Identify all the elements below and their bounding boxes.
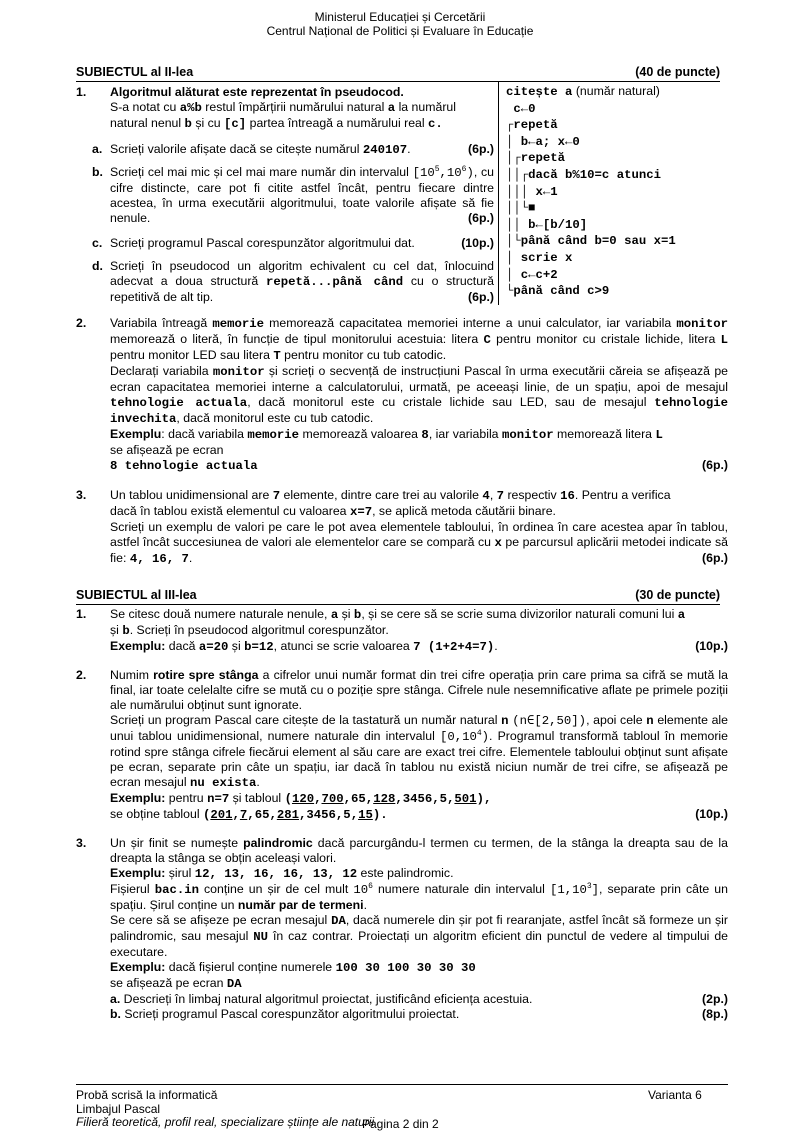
text: , se aplică metoda căutării binare. [372,504,556,518]
range-n: (n∈[2,50]) [512,714,587,728]
value: 7 (1+2+4=7) [413,640,495,654]
s2-q3-number: 3. [76,488,87,502]
s3-q3-number: 3. [76,836,87,850]
item-label: b. [92,165,103,179]
text: memorează capacitatea memoriei interne a unui calculator, iar variabila [264,316,677,330]
var-monitor: monitor [212,365,265,379]
interval: ,10 [439,166,462,180]
intro-text: partea întreagă a numărului real [246,116,429,130]
pseudocode-line [506,184,676,201]
text: , dacă monitorul este cu cristale lichide sau LED, sau de mesajul [247,395,655,409]
interval: ) [466,166,474,180]
pseudocode-line [506,150,676,167]
array-element: 120 [291,792,315,806]
interval: ] [591,883,600,897]
example-label: Exemplu: [110,791,166,805]
s2-q2-body [110,316,728,474]
text: se obține tabloul [110,807,203,821]
term: număr par de termeni [237,898,364,912]
pseudocode-code: ││┌dacă b%10=c atunci [506,167,661,182]
s2-q2-number: 2. [76,316,87,330]
array-element: 15 [358,808,373,822]
code-floor: [c] [224,117,247,131]
text: , apoi cele [586,713,647,727]
var-n: n [501,714,509,728]
intro-text: S-a notat cu [110,100,180,114]
points: (6p.) [468,290,494,304]
value: a=20 [198,640,229,654]
points: (6p.) [702,551,728,565]
text: Fișierul [110,882,155,896]
item-text: , cu cifre distincte, care pot fi citite astfel încât, pentru fiecare dintre acestea, în urma executării algoritmului, toate valorile afișate să fie nenule. [110,165,494,225]
var-monitor: monitor [676,317,728,331]
pseudocode-line [506,233,676,250]
points: (2p.) [702,992,728,1006]
letter-c: C [483,333,491,347]
item-text: Scrieți valorile afișate dacă se citește numărul [110,142,363,156]
letter-l: L [655,428,663,442]
var-b: b [122,624,130,638]
value: b=12 [244,640,274,654]
interval: [0,10 [439,730,477,744]
code-b: b [184,117,192,131]
array-element: 65 [254,808,270,822]
array-element: 5 [439,792,448,806]
array-element: 5 [343,808,351,822]
section-3-header [76,588,720,605]
power: 10 [353,883,369,897]
example-label: Exemplu: [110,639,166,653]
section-2-header [76,65,720,82]
msg-da: DA [331,914,346,928]
center-name: Centrul Național de Politici și Evaluare în Educație [266,24,534,38]
interval: [1,10 [549,883,587,897]
points: (6p.) [468,142,494,156]
item-text: Scrieți în pseudocod un algoritm echivalent cu cel dat, înlocuind adecvat a doua structură [110,259,494,288]
text: Un tablou unidimensional are [110,488,273,502]
exponent: 3 [586,881,592,891]
text: memorează valoarea [299,427,422,441]
text: . [256,775,260,789]
example-label: Exemplu: [110,866,166,880]
letter-l: L [720,333,728,347]
pseudocode-code: ┌repetă [506,118,558,133]
text: pentru monitor cu cristale lichide, litera [490,332,721,346]
item-text: . [407,142,411,156]
value: 7 [272,489,281,503]
value: 4 [482,489,490,503]
interval: [10 [412,166,435,180]
intro-text: și cu [191,116,225,130]
pseudocode-code: c←0 [506,101,536,116]
section-3-title: SUBIECTUL al III-lea [76,588,197,602]
code-mod: a%b [179,101,202,115]
array-element: 281 [276,808,299,822]
s2-q1-number: 1. [76,85,87,99]
text: și tabloul [229,791,285,805]
output-array: 201,7,65,281,3456,5,15 [210,808,373,822]
text: elemente, dintre care trei au valorile [280,488,483,502]
sequence: 12, 13, 16, 16, 13, 12 [194,867,358,881]
text: . [188,551,193,565]
text: , iar variabila [428,427,502,441]
section-2-title: SUBIECTUL al II-lea [76,65,194,79]
msg-da: DA [226,977,242,991]
term: rotire spre stânga [153,668,259,682]
letter-t: T [273,349,281,363]
text: . Programul transformă tabloul în memorie rotind spre stânga cifrele fiecărui element al său care are exact trei cifre. Elementele tabloului obținut sunt afișate pe ecran, separate prin câte un spațiu, iar dacă în tablou nu există niciun număr de trei cifre, se afișează pe ecran mesajul [110,729,728,789]
footer-rule [76,1084,728,1085]
pseudocode-code: │└până când b=0 sau x=1 [506,234,676,249]
msg-invechita: tehnologie invechita [110,396,728,426]
var-monitor: monitor [501,428,554,442]
text: și [110,623,123,637]
text: elemente ale unui tablou unidimensional, numere naturale din intervalul [110,713,728,743]
code-a: a [387,101,396,115]
text: Un șir finit se numește [110,836,244,850]
text: dacă parcurgându-l termen cu termen, de la stânga la dreapta sau de la dreapta la stânga se obțin aceleași valori. [110,836,728,865]
text: în caz contrar. Proiectați un algoritm eficient din punctul de vedere al timpului de executare. [110,929,729,959]
value: n=7 [207,792,230,806]
s2-q1-title: Algoritmul alăturat este reprezentat în pseudocod. [110,85,404,99]
pseudocode-line [506,283,676,300]
text: și scrieți o secvență de instrucțiuni Pascal în urma executării căreia se afișează pe ecran capacitatea memoriei interne a calculatorului, urmată, pe aceeași linie, de un spațiu, apoi de mesajul [110,364,728,394]
s2-q3-body [110,488,728,567]
pseudocode-code: │ c←c+2 [506,267,558,282]
points: (10p.) [695,807,728,821]
pseudocode-block [506,84,676,300]
var-memorie: memorie [212,317,265,331]
msg-nu-exista: nu exista [189,776,257,790]
s3-q2-body: Numim rotire spre stânga a cifrelor unui număr format din trei cifre operația prin care prima sa cifră se mută la final, iar toate celelalte cifre se mută cu o poziție spre stânga. Cifrele nule nesemnificative aflate pe primele poziții ale numărului obținut sunt ignorate. Scrieți un program Pascal care citește de la tastatură un număr natural n (n∈[2,50]), apoi cele n elemente ale unui tablou unidimensional, numere naturale din intervalul [0,10$^4$). Programul transformă tabloul în memorie rotind spre stânga cifrele fiecărui element al său care are exact trei cifre. Elementele tabloului obținut sunt afișate pe ecran, separate prin câte un spațiu, iar dacă în tablou nu există niciun număr de trei cifre, se afișează pe ecran mesajul nu exista. Exemplu: pentru n=7 și tabloul (120,700,65,128,3456,5,501), se obține tabloul (201,7,65,281,3456,5,15). (10p.) [110,668,729,822]
item-text: Scrieți programul Pascal corespunzător algoritmului dat. [110,236,415,250]
pseudocode-divider [498,81,499,305]
input-array: 120,700,65,128,3456,5,501 [291,792,477,806]
footer-page: Pagina 2 din 2 [362,1117,439,1131]
array-element: 65 [351,792,366,806]
text: Se citesc două numere naturale nenule, [110,607,331,621]
pseudocode-line [506,117,676,134]
text: numere naturale din intervalul [372,882,550,896]
text: șirul [165,866,195,880]
var-n: n [646,714,654,728]
array-element: 7 [239,808,248,822]
pseudocode-line [506,200,676,217]
pseudocode-code: │ b←a; x←0 [506,134,580,149]
text: conține un șir de cel mult [198,882,354,896]
exponent: 4 [476,728,482,738]
item-text: cu o structură repetitivă de alt tip. [110,274,494,304]
pseudocode-code: ││└■ [506,201,536,216]
pseudocode-code: ││ b←[b/10] [506,217,588,232]
points: (8p.) [702,1007,728,1021]
array-element: 201 [210,808,233,822]
value: 8 [421,428,429,442]
s3-q3-body [110,836,728,1022]
item-label: d. [92,259,103,273]
pseudocode-line [506,84,676,101]
var-a: a [330,608,339,622]
item-label: a. [92,142,103,156]
pseudocode-code: citește a [506,85,573,99]
footer-language: Limbajul Pascal [76,1102,161,1116]
intro-text: restul împărțirii numărului natural [201,100,388,114]
text: . [363,898,367,912]
text: pentru [165,791,208,805]
item-label: b. [110,1007,121,1021]
input-number: 240107 [362,143,408,157]
example-output: 8 tehnologie actuala [110,459,258,473]
text: memorează o literă, în funcție de tipul monitorului acestuia: litera [110,332,484,346]
text: Descrieți în limbaj natural algoritmul proiectat, justificând eficiența acestuia. [120,992,533,1006]
text: dacă în tablou există elementul cu valoarea [110,504,350,518]
array-element: 3456 [402,792,433,806]
pseudocode-code: │┌repetă [506,151,566,166]
points: (10p.) [695,639,728,653]
text: Scrieți un program Pascal care citește de la tastatură un număr natural [110,713,502,727]
text: . Pentru a verifica [574,488,671,502]
exponent: 6 [368,881,373,891]
pseudocode-line [506,101,676,118]
pseudocode-code: │ scrie x [506,250,573,265]
text: pentru monitor LED sau litera [110,348,274,362]
text: și [338,607,354,621]
item-label: c. [92,236,103,250]
item-text: Scrieți cel mai mic și cel mai mare număr din intervalul [110,165,409,179]
exponent: 5 [434,164,440,174]
intro-text: la numărul natural nenul [110,100,456,130]
text: Declarați variabila [110,364,213,378]
s3-q2-number: 2. [76,668,87,682]
text: , [489,488,497,502]
s3-q1-number: 1. [76,607,87,621]
text: , și se cere să se scrie suma divizorilor naturali comuni lui [361,607,678,621]
array-element: 501 [454,792,477,806]
pseudocode-comment: (număr natural) [572,84,660,98]
ministry-name: Ministerul Educației și Cercetării [314,10,486,24]
text: Scrieți programul Pascal corespunzător algoritmului proiectat. [120,1007,460,1021]
points: (10p.) [461,236,494,250]
value: x=7 [349,505,373,519]
item-label: a. [110,992,121,1006]
pseudocode-code: │││ x←1 [506,184,558,199]
points: (6p.) [468,211,494,225]
text: și [228,639,245,653]
section-3-points: (30 de puncte) [635,588,720,602]
pseudocode-line [506,167,676,184]
text: dacă fișierul conține numerele [165,960,336,974]
text: dacă [165,639,199,653]
interval: ) [481,730,490,744]
footer-track: Filieră teoretică, profil real, specializare științe ale naturii [76,1115,375,1129]
text: se afișează pe ecran [110,976,227,990]
sequence: 4, 16, 7 [129,552,189,566]
text: pe parcursul aplicării metodei indicate să fie: [110,535,728,565]
example-label: Exemplu: [110,960,166,974]
points: (6p.) [702,458,728,472]
text: : dacă variabila [161,427,248,441]
file-name: bac.in [154,883,199,897]
pseudocode-line [506,250,676,267]
text: este palindromic. [357,866,454,880]
footer-subject: Probă scrisă la informatică [76,1088,218,1102]
code-c: c. [428,117,443,131]
text: memorează litera [553,427,656,441]
msg-nu: NU [253,930,269,944]
array-element: 3456 [306,808,336,822]
footer-variant: Varianta 6 [648,1088,702,1102]
text: , dacă numerele din șir pot fi rearanjate, astfel încât să formeze un șir palindromic, sau mesajul [110,913,729,943]
pseudocode-line [506,267,676,284]
s2-q1-intro [110,85,494,132]
text: respectiv [504,488,561,502]
value: 7 [496,489,505,503]
var-b: b [353,608,362,622]
example-label: Exemplu [110,427,162,441]
text: . Scrieți în pseudocod algoritmul corespunzător. [129,623,389,637]
exponent: 6 [461,164,467,174]
pseudocode-line [506,217,676,234]
text: pentru monitor cu tub catodic. [280,348,447,362]
text: , atunci se scrie valoarea [273,639,414,653]
array-element: 128 [373,792,396,806]
msg-actuala: tehnologie actuala [110,396,248,410]
section-2-points: (40 de puncte) [635,65,720,79]
text: , dacă monitorul este cu tub catodic. [176,411,374,425]
pseudocode-code: └până când c>9 [506,284,610,299]
text: , separate prin câte un spațiu. Șirul conține un [110,882,728,912]
term: palindromic [243,836,313,850]
var-x: x [494,536,502,550]
text: Numim [110,668,154,682]
value: 16 [560,489,575,503]
text: Variabila întreagă [110,316,213,330]
text: Se cere să se afișeze pe ecran mesajul [110,913,332,927]
text: . [494,639,498,653]
sequence: 100 30 100 30 30 30 [335,961,476,975]
text: se afișează pe ecran [110,443,224,457]
code-structure: repetă...până când [266,275,404,289]
s3-q1-body [110,607,728,655]
var-a: a [677,608,686,622]
array-element: 700 [321,792,344,806]
text: a cifrelor unui număr format din trei cifre operația prin care prima sa cifră se mută la final, iar toate celelalte cifre se mută cu o poziție spre stânga. Cifrele nule nesemnificative aflate pe primele poziții ale numărului obținut sunt ignorate. [110,668,729,712]
text: Scrieți un exemplu de valori pe care le pot avea elementele tabloului, în ordinea în care acestea apar în tablou, astfel încât succesiunea de valori ale elementelor care se compară cu [110,520,728,549]
pseudocode-line [506,134,676,151]
var-memorie: memorie [247,428,300,442]
